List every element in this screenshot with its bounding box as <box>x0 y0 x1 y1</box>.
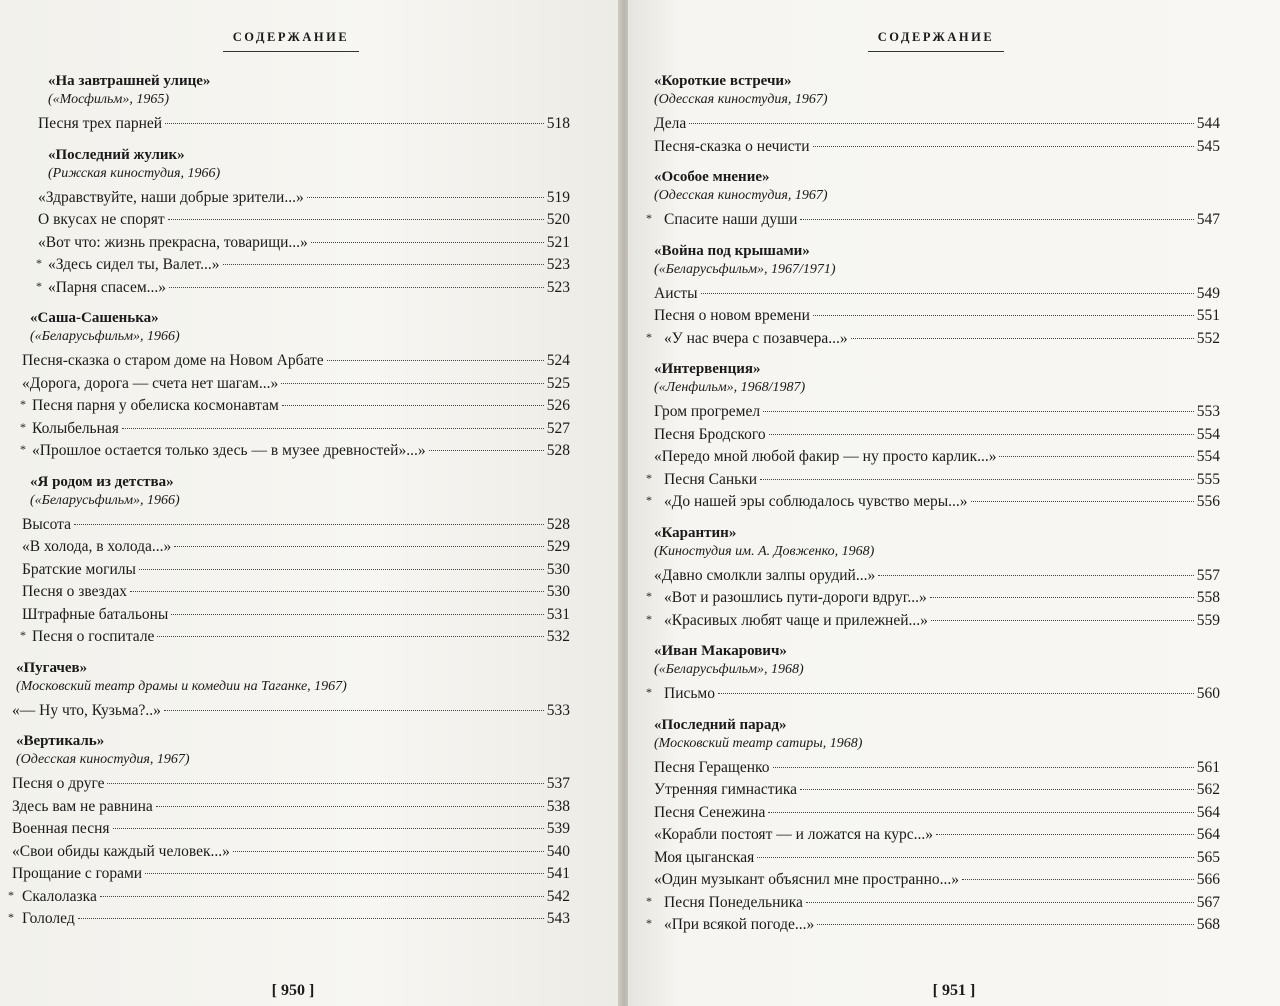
asterisk-icon: * <box>20 419 26 434</box>
entry-page-number: 524 <box>546 352 570 369</box>
entry-page-number: 551 <box>1196 307 1220 324</box>
toc-entry <box>12 395 570 418</box>
entry-title: «При всякой погоде...» <box>664 916 815 933</box>
entry-title: Песня Бродского <box>654 425 766 443</box>
section-subtitle: («Беларусьфильм», 1968) <box>654 662 804 677</box>
dot-leader <box>930 596 1194 598</box>
section-title: «Карантин» <box>654 524 737 541</box>
toc-section <box>12 72 570 136</box>
asterisk-icon: * <box>646 329 652 344</box>
section-subtitle: («Беларусьфильм», 1966) <box>30 329 180 344</box>
dot-leader <box>701 292 1194 294</box>
section-subtitle: («Беларусьфильм», 1967/1971) <box>654 261 836 277</box>
entry-page-number: 564 <box>1196 803 1220 821</box>
entry-page-number: 560 <box>1196 685 1220 702</box>
entry-title: О вкусах не спорят <box>38 211 165 228</box>
section-subtitle: (Киностудия им. А. Довженко, 1968) <box>654 543 875 559</box>
dot-leader <box>757 856 1193 858</box>
toc-entry <box>12 841 570 864</box>
toc-section <box>646 242 1220 351</box>
dot-leader <box>233 850 544 852</box>
asterisk-icon: * <box>36 278 42 293</box>
toc-section <box>646 360 1220 514</box>
section-subtitle: (Рижская киностудия, 1966) <box>48 165 221 181</box>
entry-title: Колыбельная <box>32 419 119 437</box>
entry-title: «Давно смолкли залпы орудий...» <box>654 566 876 584</box>
toc-entry <box>652 757 1220 780</box>
entry-page-number: 530 <box>546 560 570 578</box>
toc-entry <box>646 683 1220 706</box>
section-title: «Последний парад» <box>654 716 787 733</box>
entry-page-number: 549 <box>1196 284 1220 302</box>
entry-title: «Вот и разошлись пути-дороги вдруг...» <box>664 589 927 606</box>
dot-leader <box>169 286 544 288</box>
entry-title: Песня о друге <box>12 775 105 792</box>
dot-leader <box>174 545 543 547</box>
toc-entry <box>652 305 1220 328</box>
section-subtitle: («Мосфильм», 1965) <box>48 92 170 107</box>
running-header-text: СОДЕРЖАНИЕ <box>232 30 350 44</box>
asterisk-icon: * <box>646 211 652 225</box>
section-subtitle: («Ленфильм», 1968/1987) <box>654 380 806 395</box>
entry-page-number: 527 <box>546 419 570 437</box>
entry-page-number: 556 <box>1196 493 1220 510</box>
entry-page-number: 523 <box>546 278 570 296</box>
entry-title: «Корабли постоят — и ложатся на курс...» <box>654 826 934 843</box>
entry-title: «Вот что: жизнь прекрасна, товарищи...» <box>38 233 308 251</box>
entry-page-number: 565 <box>1196 848 1220 866</box>
toc-entry <box>12 514 570 537</box>
toc-entry <box>646 914 1220 937</box>
entry-title: Моя цыганская <box>654 848 755 866</box>
entry-title: Песня-сказка о нечисти <box>654 137 810 155</box>
section-title: «Вертикаль» <box>16 733 105 749</box>
asterisk-icon: * <box>646 916 652 930</box>
entry-title: Спасите наши души <box>664 211 798 228</box>
section-title: «Я родом из детства» <box>30 473 174 490</box>
entry-page-number: 564 <box>1196 826 1220 843</box>
asterisk-icon: * <box>36 256 42 270</box>
entry-title: Военная песня <box>12 820 110 837</box>
section-title: «Короткие встречи» <box>654 73 792 89</box>
asterisk-icon: * <box>20 628 26 642</box>
asterisk-icon: * <box>646 685 652 699</box>
table-of-contents <box>8 72 570 931</box>
toc-section <box>8 732 570 931</box>
toc-entry <box>12 559 570 582</box>
toc-section <box>646 716 1220 937</box>
entry-title: Аисты <box>654 284 698 302</box>
header-rule <box>223 51 359 52</box>
section-subtitle: (Московский театр сатиры, 1968) <box>654 735 863 751</box>
dot-leader <box>223 263 544 265</box>
dot-leader <box>768 811 1193 813</box>
dot-leader <box>307 196 544 198</box>
entry-page-number: 521 <box>546 233 570 251</box>
dot-leader <box>281 382 544 384</box>
toc-entry <box>646 209 1220 232</box>
dot-leader <box>100 895 544 897</box>
dot-leader <box>171 613 543 615</box>
entry-title: Песня о госпитале <box>32 628 155 645</box>
toc-entry <box>12 700 570 723</box>
entry-title: Песня Геращенко <box>654 758 770 776</box>
dot-leader <box>164 709 544 711</box>
toc-entry <box>12 373 570 396</box>
entry-title: «В холода, в холода...» <box>22 538 172 555</box>
entry-title: Здесь вам не равнина <box>12 797 153 815</box>
dot-leader <box>282 404 544 406</box>
asterisk-icon: * <box>8 887 14 902</box>
toc-entry <box>652 869 1220 892</box>
entry-page-number: 567 <box>1196 893 1220 911</box>
dot-leader <box>769 433 1194 435</box>
entry-page-number: 528 <box>546 442 570 459</box>
entry-title: «Парня спасем...» <box>48 278 167 296</box>
dot-leader <box>122 427 544 429</box>
asterisk-icon: * <box>646 893 652 908</box>
toc-entry <box>652 779 1220 802</box>
entry-title: «Дорога, дорога — счета нет шагам...» <box>22 374 279 392</box>
dot-leader <box>813 314 1194 316</box>
toc-entry <box>8 886 570 909</box>
entry-title: Высота <box>22 515 72 533</box>
toc-entry <box>646 469 1220 492</box>
entry-title: Песня Сенежина <box>654 803 766 821</box>
entry-title: Письмо <box>664 685 715 702</box>
entry-page-number: 555 <box>1196 470 1220 488</box>
section-subtitle: (Одесская киностудия, 1967) <box>654 188 828 203</box>
entry-page-number: 545 <box>1196 137 1220 155</box>
entry-page-number: 566 <box>1196 871 1220 888</box>
section-title: «Война под крышами» <box>654 242 810 259</box>
toc-entry <box>12 277 570 300</box>
toc-entry <box>12 187 570 210</box>
dot-leader <box>327 359 544 361</box>
entry-page-number: 529 <box>546 538 570 555</box>
entry-page-number: 544 <box>1196 115 1220 132</box>
asterisk-icon: * <box>646 611 652 626</box>
dot-leader <box>813 145 1194 147</box>
section-subtitle: (Московский театр драмы и комедии на Таганке, 1967) <box>16 678 347 694</box>
entry-title: «Здесь сидел ты, Валет...» <box>48 256 220 273</box>
toc-entry <box>646 328 1220 351</box>
dot-leader <box>817 923 1194 925</box>
dot-leader <box>74 523 544 525</box>
entry-page-number: 543 <box>546 910 570 927</box>
entry-title: «У нас вчера с позавчера...» <box>664 329 848 347</box>
entry-page-number: 553 <box>1196 403 1220 420</box>
toc-section <box>12 309 570 463</box>
dot-leader <box>157 635 543 637</box>
dot-leader <box>429 449 544 451</box>
entry-title: «Передо мной любой факир — ну просто карлик...» <box>654 448 997 465</box>
entry-title: «— Ну что, Кузьма?..» <box>12 701 161 719</box>
toc-entry <box>12 232 570 255</box>
entry-page-number: 538 <box>546 797 570 815</box>
dot-leader <box>760 478 1194 480</box>
toc-entry <box>12 796 570 819</box>
entry-title: Дела <box>654 115 687 132</box>
section-title: «Последний жулик» <box>48 146 185 163</box>
dot-leader <box>718 692 1194 694</box>
section-subtitle: (Одесская киностудия, 1967) <box>16 752 190 767</box>
page-number: [ 951 ] <box>932 982 976 999</box>
entry-page-number: 540 <box>546 842 570 860</box>
entry-title: «Здравствуйте, наши добрые зрители...» <box>38 188 304 206</box>
entry-title: «Прошлое остается только здесь — в музее древностей»...» <box>32 442 426 459</box>
section-subtitle: (Одесская киностудия, 1967) <box>654 92 828 107</box>
entry-title: Песня о звездах <box>22 583 128 600</box>
dot-leader <box>139 568 544 570</box>
toc-entry <box>12 581 570 604</box>
entry-page-number: 537 <box>546 775 570 792</box>
entry-title: «До нашей эры соблюдалось чувство меры...» <box>664 493 968 510</box>
dot-leader <box>800 218 1193 220</box>
entry-page-number: 519 <box>546 188 570 206</box>
entry-title: «Один музыкант объяснил мне пространно...» <box>654 871 960 888</box>
toc-entry <box>12 773 570 796</box>
dot-leader <box>78 917 544 919</box>
section-title: «Особое мнение» <box>654 169 770 185</box>
entry-page-number: 531 <box>546 605 570 623</box>
asterisk-icon: * <box>646 493 652 507</box>
dot-leader <box>806 901 1194 903</box>
entry-page-number: 541 <box>546 865 570 882</box>
toc-section <box>12 659 570 723</box>
page-number: [ 950 ] <box>271 982 315 999</box>
dot-leader <box>113 827 544 829</box>
asterisk-icon: * <box>20 397 26 411</box>
entry-page-number: 559 <box>1196 611 1220 629</box>
toc-entry <box>652 283 1220 306</box>
entry-page-number: 533 <box>546 701 570 719</box>
toc-entry <box>652 446 1220 469</box>
toc-entry <box>646 587 1220 610</box>
toc-entry <box>8 908 570 931</box>
dot-leader <box>971 500 1194 502</box>
section-title: «Пугачев» <box>16 659 88 676</box>
entry-page-number: 562 <box>1196 781 1220 798</box>
entry-title: Песня парня у обелиска космонавтам <box>32 397 279 414</box>
entry-title: Песня о новом времени <box>654 307 810 324</box>
asterisk-icon: * <box>8 910 14 924</box>
toc-entry <box>12 818 570 841</box>
toc-entry <box>12 350 570 373</box>
toc-entry <box>646 892 1220 915</box>
entry-page-number: 518 <box>546 115 570 132</box>
entry-title: «Свои обиды каждый человек...» <box>12 842 230 860</box>
dot-leader <box>165 122 544 124</box>
entry-page-number: 530 <box>546 583 570 600</box>
toc-entry <box>646 491 1220 514</box>
section-subtitle: («Беларусьфильм», 1966) <box>30 492 180 508</box>
entry-page-number: 539 <box>546 820 570 837</box>
section-title: «Интервенция» <box>654 361 761 377</box>
entry-title: Гололед <box>22 910 75 927</box>
toc-entry <box>12 209 570 232</box>
dot-leader <box>773 766 1194 768</box>
table-of-contents <box>646 72 1220 937</box>
asterisk-icon: * <box>646 589 652 603</box>
toc-entry <box>12 536 570 559</box>
entry-page-number: 532 <box>546 628 570 645</box>
toc-section <box>646 642 1220 706</box>
entry-page-number: 554 <box>1196 448 1220 465</box>
toc-section <box>652 72 1220 158</box>
entry-page-number: 558 <box>1196 589 1220 606</box>
dot-leader <box>878 574 1194 576</box>
entry-title: Братские могилы <box>22 560 136 578</box>
toc-section <box>12 473 570 649</box>
entry-page-number: 557 <box>1196 566 1220 584</box>
toc-entry <box>12 604 570 627</box>
asterisk-icon: * <box>646 470 652 485</box>
toc-entry <box>12 113 570 136</box>
dot-leader <box>145 872 544 874</box>
dot-leader <box>962 878 1194 880</box>
toc-entry <box>652 847 1220 870</box>
toc-entry <box>12 440 570 463</box>
toc-entry <box>652 824 1220 847</box>
entry-title: Утренняя гимнастика <box>654 781 798 798</box>
toc-entry <box>652 113 1220 136</box>
entry-page-number: 568 <box>1196 916 1220 933</box>
entry-page-number: 561 <box>1196 758 1220 776</box>
toc-entry <box>652 401 1220 424</box>
running-header <box>12 30 570 48</box>
section-title: «Саша-Сашенька» <box>30 310 159 326</box>
entry-title: Штрафные батальоны <box>22 605 169 623</box>
toc-section <box>646 168 1220 232</box>
left-page <box>0 0 622 1006</box>
right-page <box>628 0 1280 1006</box>
running-header <box>652 30 1220 48</box>
dot-leader <box>107 782 543 784</box>
dot-leader <box>156 805 544 807</box>
entry-page-number: 552 <box>1196 329 1220 347</box>
entry-page-number: 525 <box>546 374 570 392</box>
dot-leader <box>851 337 1194 339</box>
dot-leader <box>936 833 1194 835</box>
asterisk-icon: * <box>20 442 26 456</box>
dot-leader <box>931 619 1194 621</box>
entry-page-number: 520 <box>546 211 570 228</box>
toc-entry <box>652 565 1220 588</box>
entry-page-number: 554 <box>1196 425 1220 443</box>
entry-page-number: 526 <box>546 397 570 414</box>
section-title: «Иван Макарович» <box>654 643 787 659</box>
toc-entry <box>652 136 1220 159</box>
entry-title: Прощание с горами <box>12 865 143 882</box>
toc-entry <box>12 626 570 649</box>
section-title: «На завтрашней улице» <box>48 73 211 89</box>
entry-title: «Красивых любят чаще и прилежней...» <box>664 611 928 629</box>
toc-entry <box>12 254 570 277</box>
toc-entry <box>652 802 1220 825</box>
header-rule <box>868 51 1004 52</box>
dot-leader <box>168 218 544 220</box>
entry-page-number: 547 <box>1196 211 1220 228</box>
dot-leader <box>689 122 1193 124</box>
entry-page-number: 528 <box>546 515 570 533</box>
dot-leader <box>763 410 1194 412</box>
dot-leader <box>999 455 1193 457</box>
entry-page-number: 542 <box>546 887 570 905</box>
dot-leader <box>800 788 1194 790</box>
entry-title: Песня трех парней <box>38 115 163 132</box>
toc-entry <box>652 424 1220 447</box>
toc-section <box>12 146 570 300</box>
entry-title: Песня Понедельника <box>664 893 803 911</box>
dot-leader <box>130 590 544 592</box>
toc-entry <box>12 863 570 886</box>
running-header-text: СОДЕРЖАНИЕ <box>877 30 995 44</box>
toc-entry <box>12 418 570 441</box>
entry-title: Скалолазка <box>22 887 97 905</box>
entry-title: Песня-сказка о старом доме на Новом Арбате <box>22 352 324 369</box>
toc-section <box>646 524 1220 633</box>
entry-page-number: 523 <box>546 256 570 273</box>
toc-entry <box>646 610 1220 633</box>
entry-title: Песня Саньки <box>664 470 758 488</box>
entry-title: Гром прогремел <box>654 403 761 420</box>
dot-leader <box>311 241 544 243</box>
